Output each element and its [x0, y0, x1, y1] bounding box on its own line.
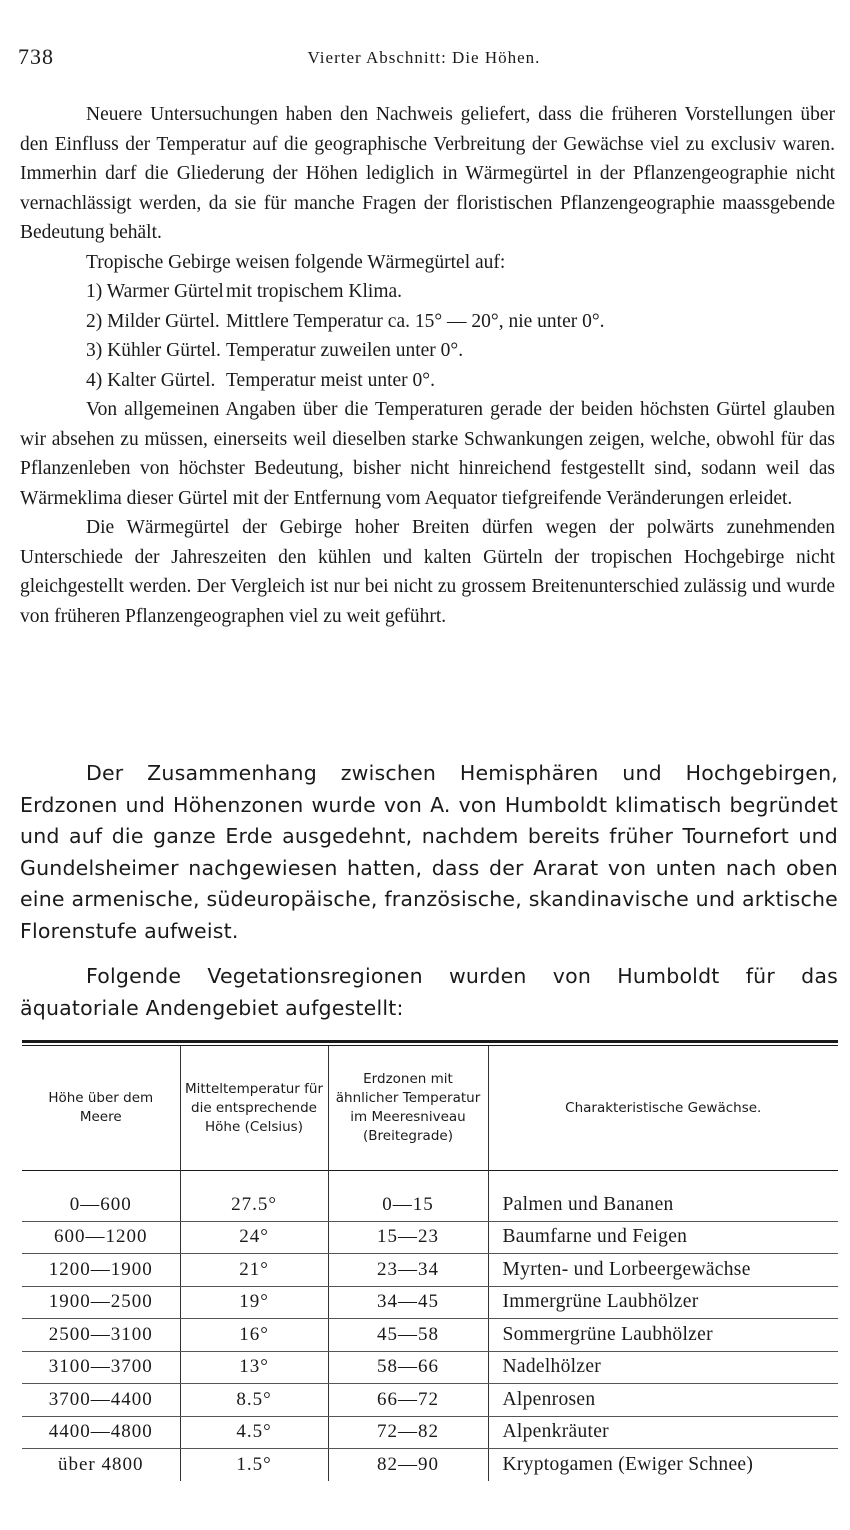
list-item: 1) Warmer Gürtel mit tropischem Klima. — [86, 281, 403, 302]
large-print-section — [20, 758, 838, 1024]
paragraph-table-intro: Folgende Vegetationsregionen wurden von Humboldt für das äquatoriale Andengebiet aufgestellt: — [20, 964, 838, 1020]
table-header-row — [22, 1046, 838, 1171]
running-head: Vierter Abschnitt: Die Höhen. — [307, 48, 541, 67]
table-row: 1200—1900 21° 23—34 Myrten- und Lorbeergewächse — [22, 1254, 838, 1287]
page-number: 738 — [18, 44, 54, 69]
table-row: 0—600 27.5° 0—15 Palmen und Bananen — [22, 1189, 838, 1221]
paragraph-temperature-data: Von allgemeinen Angaben über die Temperaturen gerade der beiden höchsten Gürtel glauben wir absehen zu müssen, einerseits weil dieselben starke Schwankungen zeigen, welche, obwohl für das Pflanzenleben von höchster Bedeutung, bisher nicht hinreichend festgestellt sind, sodann weil das Wärmeklima dieser Gürtel mit der Entfernung vom Aequator tiefgreifende Veränderungen erleidet. — [20, 399, 835, 509]
table-row: 3700—4400 8.5° 66—72 Alpenrosen — [22, 1384, 838, 1417]
belt-list — [20, 277, 835, 395]
column-header-latitude-zones: Erdzonen mit ähnlicher Temperatur im Meeresniveau (Breitegrade) — [328, 1046, 488, 1171]
table-row: 4400—4800 4.5° 72—82 Alpenkräuter — [22, 1416, 838, 1449]
list-item: 4) Kalter Gürtel. Temperatur meist unter 0°. — [86, 369, 435, 391]
table-row: 3100—3700 13° 58—66 Nadelhölzer — [22, 1351, 838, 1384]
table-row: über 4800 1.5° 82—90 Kryptogamen (Ewiger Schnee) — [22, 1449, 838, 1481]
page-header — [18, 44, 830, 74]
paragraph-high-latitudes: Die Wärmegürtel der Gebirge hoher Breiten dürfen wegen der polwärts zunehmenden Unterschiede der Jahreszeiten den kühlen und kalten Gürteln der tropischen Hochgebirge nicht gleichgestellt werden. Der Vergleich ist nur bei nicht zu grossem Breitenunterschied zulässig und wurde von früheren Pflanzengeographen viel zu weit geführt. — [20, 517, 835, 627]
paragraph-humboldt: Der Zusammenhang zwischen Hemisphären und Hochgebirgen, Erdzonen und Höhenzonen wurde von A. von Humboldt klimatisch begründet und auf die ganze Erde ausgedehnt, nachdem bereits früher Tournefort und Gundelsheimer nachgewiesen hatten, dass der Ararat von unten nach oben eine armenische, südeuropäische, französische, skandinavische und arktische Florenstufe aufweist. — [20, 761, 838, 943]
text-body — [20, 100, 835, 631]
table-row: 600—1200 24° 15—23 Baumfarne und Feigen — [22, 1221, 838, 1254]
table-row: 2500—3100 16° 45—58 Sommergrüne Laubhölzer — [22, 1319, 838, 1352]
paragraph-tropical-belts-intro: Tropische Gebirge weisen folgende Wärmegürtel auf: — [86, 251, 506, 273]
paragraph-research: Neuere Untersuchungen haben den Nachweis geliefert, dass die früheren Vorstellungen über den Einfluss der Temperatur auf die geographische Verbreitung der Gewächse viel zu exclusiv waren. Immerhin darf die Gliederung der Höhen lediglich in Wärmegürtel in der Pflanzengeographie nicht vernachlässigt werden, da sie für manche Fragen der floristischen Pflanzengeographie maassgebende Bedeutung behält. — [20, 104, 835, 243]
list-item: 3) Kühler Gürtel. Temperatur zuweilen unter 0°. — [86, 340, 464, 361]
table-row: 1900—2500 19° 34—45 Immergrüne Laubhölzer — [22, 1286, 838, 1319]
vegetation-regions-table — [22, 1040, 838, 1481]
column-header-altitude: Höhe über dem Meere — [22, 1046, 180, 1171]
list-item: 2) Milder Gürtel. Mittlere Temperatur ca. 15° — 20°, nie unter 0°. — [86, 310, 605, 332]
table-top-rule — [22, 1040, 838, 1043]
column-header-plants: Charakteristische Gewächse. — [565, 1099, 762, 1116]
column-header-mean-temperature: Mitteltemperatur für die entsprechende Höhe (Celsius) — [180, 1046, 328, 1171]
